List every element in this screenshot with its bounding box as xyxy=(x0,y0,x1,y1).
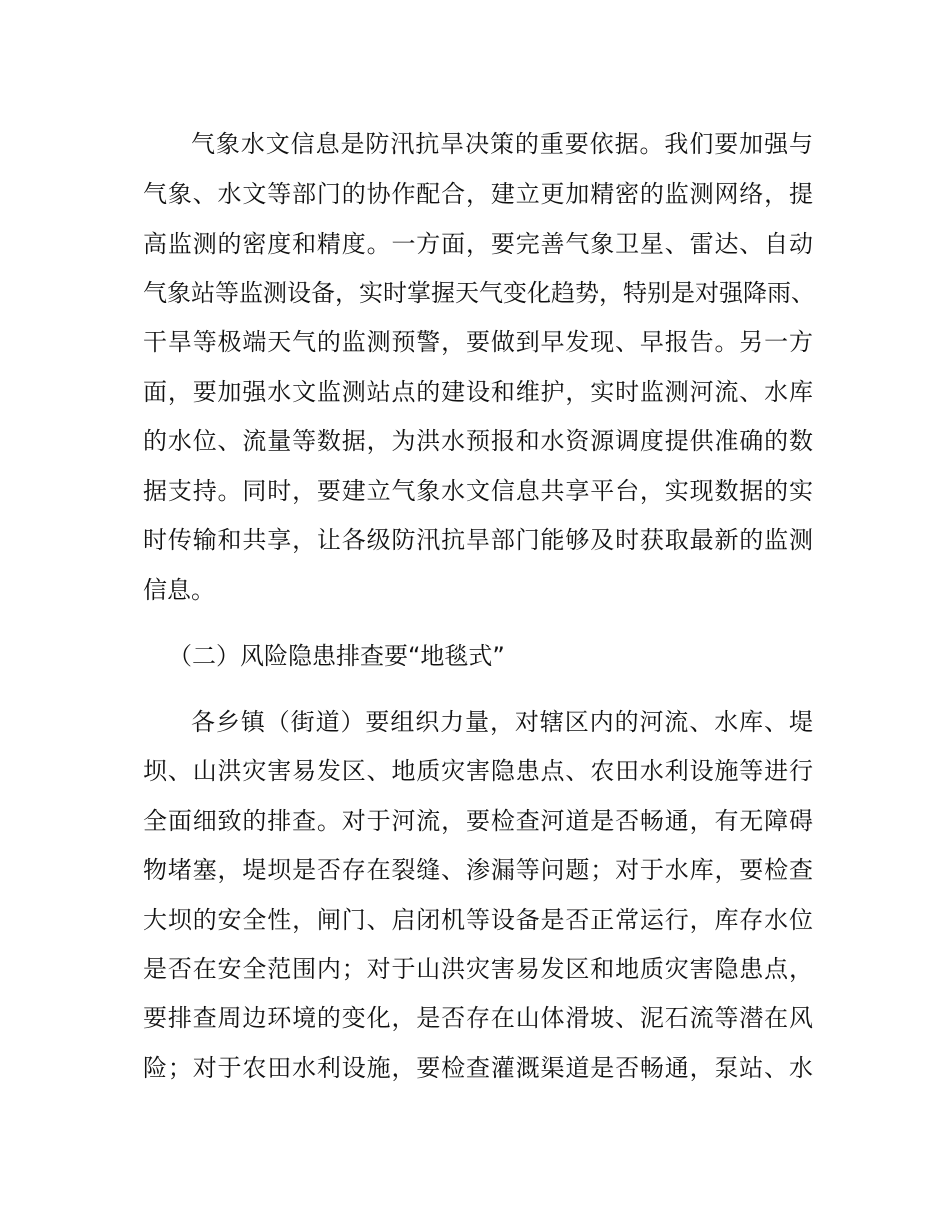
paragraph-1-line-7: 的水位、流量等数据，为洪水预报和水资源调度提供准确的数 xyxy=(143,427,813,455)
paragraph-1-line-3: 高监测的密度和精度。一方面，要完善气象卫星、雷达、自动 xyxy=(143,230,813,258)
paragraph-1-line-5: 干旱等极端天气的监测预警，要做到早发现、早报告。另一方 xyxy=(143,328,813,356)
paragraph-1-line-10: 信息。 xyxy=(143,576,215,604)
paragraph-1-line-2: 气象、水文等部门的协作配合，建立更加精密的监测网络，提 xyxy=(143,180,813,208)
paragraph-2-line-7: 要排查周边环境的变化，是否存在山体滑坡、泥石流等潜在风 xyxy=(143,1004,813,1032)
paragraph-1-line-1: 气象水文信息是防汛抗旱决策的重要依据。我们要加强与 xyxy=(191,130,813,158)
paragraph-1-line-9: 时传输和共享，让各级防汛抗旱部门能够及时获取最新的监测 xyxy=(143,526,813,554)
paragraph-2-line-4: 物堵塞，堤坝是否存在裂缝、渗漏等问题；对于水库，要检查 xyxy=(143,856,813,884)
paragraph-2-line-3: 全面细致的排查。对于河流，要检查河道是否畅通，有无障碍 xyxy=(143,807,813,835)
paragraph-2-line-8: 险；对于农田水利设施，要检查灌溉渠道是否畅通，泵站、水 xyxy=(143,1054,813,1082)
paragraph-2-line-5: 大坝的安全性，闸门、启闭机等设备是否正常运行，库存水位 xyxy=(143,906,813,934)
paragraph-1-line-4: 气象站等监测设备，实时掌握天气变化趋势，特别是对强降雨、 xyxy=(143,279,815,307)
paragraph-2-line-1: 各乡镇（街道）要组织力量，对辖区内的河流、水库、堤 xyxy=(191,708,813,736)
paragraph-2-line-6: 是否在安全范围内；对于山洪灾害易发区和地质灾害隐患点， xyxy=(143,955,813,983)
paragraph-2-line-2: 坝、山洪灾害易发区、地质灾害隐患点、农田水利设施等进行 xyxy=(143,757,813,785)
paragraph-1-line-8: 据支持。同时，要建立气象水文信息共享平台，实现数据的实 xyxy=(143,477,813,505)
paragraph-1-line-6: 面，要加强水文监测站点的建设和维护，实时监测河流、水库 xyxy=(143,378,813,406)
section-heading: （二）风险隐患排查要“地毯式” xyxy=(168,642,505,670)
